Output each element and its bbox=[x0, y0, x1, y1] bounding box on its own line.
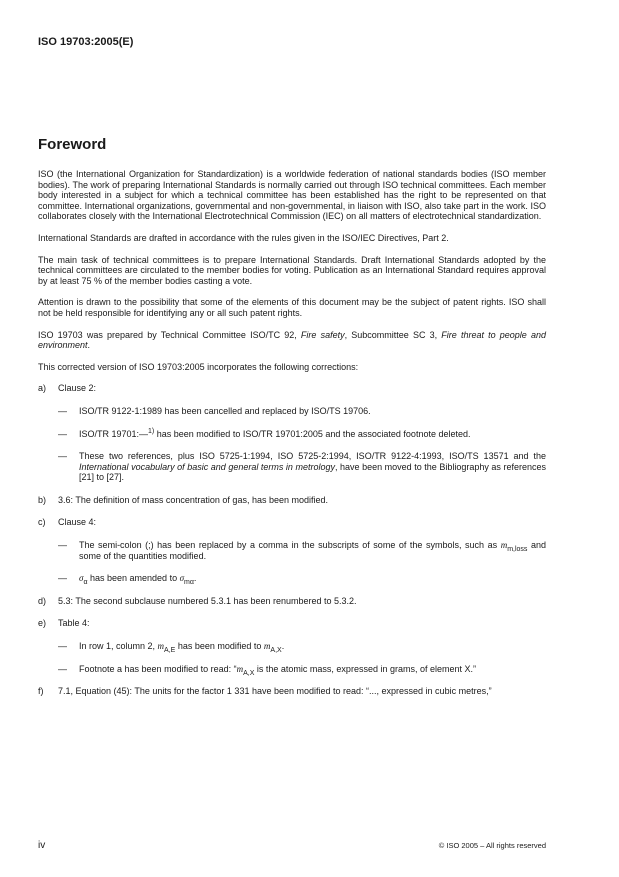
list-text: Table 4: bbox=[58, 618, 90, 629]
dash-marker: — bbox=[58, 540, 67, 551]
list-label: b) bbox=[38, 494, 47, 505]
list-item-f bbox=[38, 686, 546, 697]
text-span: and some of the quantities modified. bbox=[79, 540, 546, 561]
list-label: a) bbox=[38, 383, 47, 394]
sublist-text: ISO/TR 9122-1:1989 has been cancelled and replaced by ISO/TS 19706. bbox=[79, 405, 371, 416]
dash-marker: — bbox=[58, 663, 67, 674]
text-span: . bbox=[193, 573, 197, 584]
math-subscript: m,loss bbox=[507, 545, 528, 553]
dash-marker: — bbox=[58, 573, 67, 584]
math-symbol: m bbox=[263, 641, 271, 652]
sublist-text bbox=[79, 429, 546, 440]
text-span: . bbox=[281, 641, 285, 652]
sublist-item bbox=[58, 540, 546, 561]
text-span: has been amended to bbox=[87, 573, 180, 584]
math-symbol: m bbox=[236, 663, 244, 674]
sublist-text bbox=[79, 540, 546, 561]
dash-marker: — bbox=[58, 641, 67, 652]
list-label: d) bbox=[38, 595, 47, 606]
list-text: 3.6: The definition of mass concentration of gas, has been modified. bbox=[58, 494, 328, 505]
page-title: Foreword bbox=[38, 136, 107, 153]
paragraph-prepared-by bbox=[38, 330, 546, 351]
math-symbol: σ bbox=[79, 573, 84, 584]
paragraph-iso-intro: ISO (the International Organization for Standardization) is a worldwide federation of national standards bodies (ISO member bodies). The work of preparing International Standards is normally carried out through ISO technical committees. Each member body interested in a subject for which a technical committee has been established has the right to be represented on that committee. International organizations, governmental and non-governmental, in liaison with ISO, also take part in the work. ISO collaborates closely with the International Electrotechnical Commission (IEC) on all matters of electrotechnical standardization. bbox=[38, 169, 546, 222]
text-span: has been modified to bbox=[175, 641, 264, 652]
sublist-item bbox=[58, 641, 546, 652]
footnote-marker: 1) bbox=[148, 427, 155, 435]
text-span: . bbox=[87, 340, 91, 351]
text-span: ISO 19703 was prepared by Technical Committee ISO/TC 92, bbox=[38, 329, 301, 340]
text-span: In row 1, column 2, bbox=[79, 641, 158, 652]
list-text: Clause 4: bbox=[58, 517, 97, 528]
list-text: 7.1, Equation (45): The units for the factor 1 331 have been modified to read: “..., expressed in cubic metres,” bbox=[58, 686, 492, 697]
list-item-b bbox=[38, 495, 546, 506]
text-span: is the atomic mass, expressed in grams, of element X.” bbox=[254, 663, 476, 674]
list-item-e bbox=[38, 618, 546, 629]
math-subscript: A,X bbox=[270, 646, 282, 654]
text-span: Footnote a has been modified to read: “ bbox=[79, 663, 237, 674]
math-symbol: σ bbox=[179, 573, 185, 584]
italic-span: Fire threat to people and environment bbox=[38, 329, 546, 351]
math-subscript: α bbox=[83, 579, 88, 587]
text-span: ISO/TR 19701:— bbox=[79, 428, 149, 439]
list-label: e) bbox=[38, 618, 47, 629]
list-text: 5.3: The second subclause numbered 5.3.1 has been renumbered to 5.3.2. bbox=[58, 595, 357, 606]
paragraph-committee-task: The main task of technical committees is to prepare International Standards. Draft International Standards adopted by the technical committees are circulated to the member bodies for voting. Publication as an International Standard requires approval by at least 75 % of the member bodies casting a vote. bbox=[38, 254, 546, 286]
text-span: has been modified to ISO/TR 19701:2005 and the associated footnote deleted. bbox=[154, 428, 471, 439]
sublist-text bbox=[79, 451, 546, 483]
page-number: iv bbox=[38, 840, 46, 851]
list-label: f) bbox=[38, 686, 44, 697]
math-symbol: m bbox=[500, 540, 508, 551]
copyright-notice: © ISO 2005 – All rights reserved bbox=[438, 841, 546, 850]
list-item-a bbox=[38, 383, 546, 394]
text-span: , Subcommittee SC 3, bbox=[344, 329, 442, 340]
sublist-text bbox=[79, 641, 546, 652]
sublist-text bbox=[79, 573, 546, 587]
sublist-text bbox=[79, 664, 546, 675]
italic-span: International vocabulary of basic and general terms in metrology bbox=[79, 461, 335, 472]
italic-span: Fire safety bbox=[300, 329, 345, 340]
paragraph-patent-rights: Attention is drawn to the possibility that some of the elements of this document may be the subject of patent rights. ISO shall not be held responsible for identifying any or all such patent rights. bbox=[38, 297, 546, 318]
dash-marker: — bbox=[58, 428, 67, 439]
list-label: c) bbox=[38, 517, 46, 528]
paragraph-drafting-rules: International Standards are drafted in accordance with the rules given in the ISO/IEC Directives, Part 2. bbox=[38, 232, 449, 243]
dash-marker: — bbox=[58, 405, 67, 416]
list-item-c bbox=[38, 517, 546, 528]
text-span: The semi-colon (;) has been replaced by a comma in the subscripts of some of the symbols, such as bbox=[79, 540, 501, 551]
sublist-item bbox=[58, 406, 546, 417]
math-subscript: A,E bbox=[164, 646, 176, 654]
sublist-item bbox=[58, 451, 546, 483]
list-item-d bbox=[38, 596, 546, 607]
document-id-header: ISO 19703:2005(E) bbox=[38, 36, 134, 48]
math-symbol: m bbox=[157, 641, 165, 652]
sublist-item bbox=[58, 429, 546, 440]
text-span: These two references, plus ISO 5725-1:1994, ISO 5725-2:1994, ISO/TR 9122-4:1993, ISO/TS 13571 and the bbox=[79, 451, 546, 462]
paragraph-corrections-intro: This corrected version of ISO 19703:2005 incorporates the following corrections: bbox=[38, 361, 359, 372]
dash-marker: — bbox=[58, 451, 67, 462]
math-subscript: A,X bbox=[243, 669, 255, 677]
math-subscript: mα bbox=[184, 579, 194, 587]
foreword-body bbox=[38, 169, 546, 709]
sublist-item bbox=[58, 664, 546, 675]
list-text: Clause 2: bbox=[58, 383, 97, 394]
sublist-item bbox=[58, 573, 546, 587]
text-span: , have been moved to the Bibliography as references [21] to [27]. bbox=[79, 461, 546, 483]
